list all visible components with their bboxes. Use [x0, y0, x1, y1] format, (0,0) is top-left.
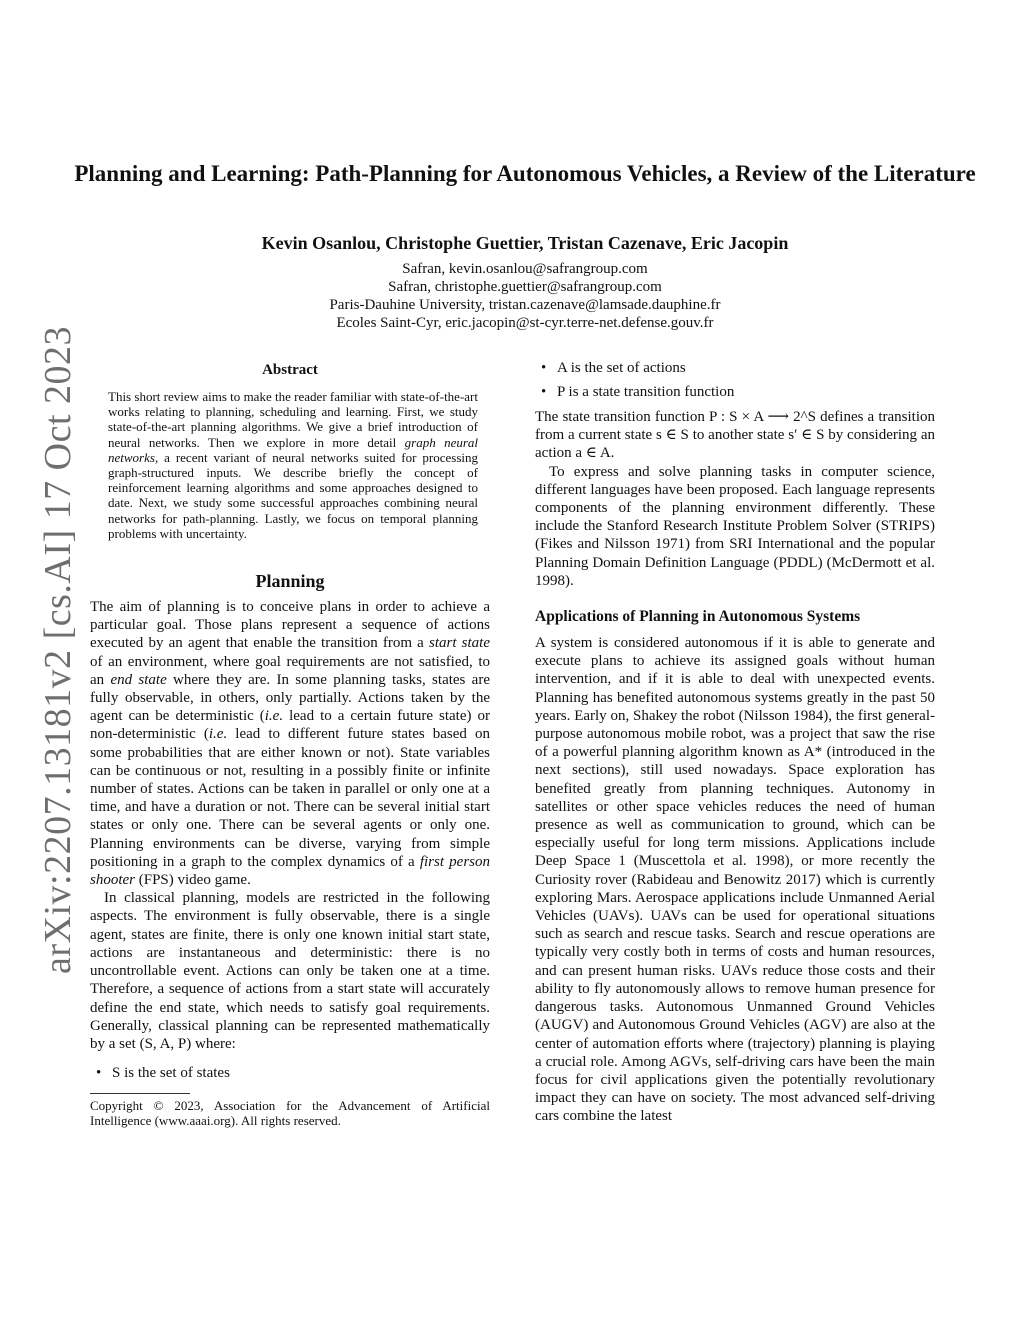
- subsection-heading-applications: Applications of Planning in Autonomous Systems: [535, 608, 861, 626]
- affiliation-line: Paris-Dauhine University, tristan.cazenave@lamsade.dauphine.fr: [329, 297, 721, 313]
- affiliations: [60, 260, 990, 332]
- right-column: [535, 362, 935, 1126]
- affiliation-line: Safran, kevin.osanlou@safrangroup.com: [402, 261, 648, 277]
- author-list: Kevin Osanlou, Christophe Guettier, Tristan Cazenave, Eric Jacopin: [261, 233, 789, 253]
- list-item: • S is the set of states: [96, 1065, 230, 1082]
- footnote-rule: [90, 1093, 190, 1094]
- affiliation-line: Safran, christophe.guettier@safrangroup.com: [388, 279, 662, 295]
- abstract-emphasis: graph neural networks: [108, 434, 479, 465]
- section-heading-planning: Planning: [255, 571, 325, 592]
- arxiv-stamp: arXiv:2207.13181v2 [cs.AI] 17 Oct 2023: [37, 325, 79, 975]
- copyright-footnote: Copyright © 2023, Association for the Advancement of Artificial Intelligence (www.aaai.org). All rights reserved.: [90, 1098, 490, 1129]
- planning-languages-paragraph: To express and solve planning tasks in computer science, different languages have been proposed. Each language represents components of the planning environment differently. These include the Stanford Research Institute Problem Solver (STRIPS) (Fikes and Nilsson 1971) from SRI International and the popular Planning Domain Definition Language (PDDL) (McDermott et al. 1998).: [535, 463, 935, 589]
- set-definition-list: [90, 1061, 490, 1085]
- list-item: • P is a state transition function: [541, 384, 735, 400]
- set-definition-list-continued: [535, 356, 935, 404]
- paper-title: Planning and Learning: Path-Planning for Autonomous Vehicles, a Review of the Literature: [74, 161, 976, 186]
- transition-function-paragraph: The state transition function P : S × A ⟶ 2^S defines a transition from a current state s ∈ S to another state s′ ∈ S by considering an action a ∈ A.: [535, 409, 935, 462]
- list-item: • A is the set of actions: [541, 360, 686, 376]
- planning-paragraph-1: The aim of planning is to conceive plans in order to achieve a particular goal. Those plans represent a sequence of actions executed by an agent that enable the transition from a start state of an environment, where goal requirements are not satisfied, to an end state where they are. In some planning tasks, states are fully observable, in others, only partially. Actions taken by the agent can be deterministic (i.e. lead to a certain future state) or non-deterministic (i.e. lead to different future states based on some probabilities that are either known or not). State variables can be continuous or not, resulting in a possibly finite or infinite number of states. Actions can be taken in parallel or only one at a time, and have a duration or not. There can be several initial start states or only one. There can be several agents or only one. Planning environments can be diverse, varying from simple positioning in a graph to the complex dynamics of a first person shooter (FPS) video game.: [90, 599, 491, 889]
- abstract-body: This short review aims to make the reader familiar with state-of-the-art works relating to planning, scheduling and learning. First, we study state-of-the-art planning algorithms. We give a brief introduction of neural networks. Then we explore in more detail graph neural networks, a recent variant of neural networks suited for processing graph-structured inputs. We describe briefly the concept of reinforcement learning algorithms and some approaches designed to date. Next, we study some successful approaches combining neural networks for path-planning. Lastly, we focus on temporal planning problems with uncertainty.: [108, 389, 479, 541]
- abstract-heading: Abstract: [262, 362, 318, 378]
- applications-paragraph: A system is considered autonomous if it is able to generate and execute plans to achieve its assigned goals without human intervention, and if it is able to deal with unexpected events. Planning has benefited autonomous systems greatly in the past 50 years. Early on, Shakey the robot (Nilsson 1984), the first general-purpose autonomous mobile robot, was a project that saw the rise of a powerful planning algorithm known as A* (introduced in the next sections), still used nowadays. Space exploration has benefited greatly from planning techniques. Autonomy in satellites or other space vehicles reduces the need of human presence as well as communication to ground, which can be especially useful for long term missions. Applications include Deep Space 1 (Muscettola et al. 1998), or more recently the Curiosity rover (Rabideau and Benowitz 2017) which is currently exploring Mars. Aerospace applications include Unmanned Aerial Vehicles (UAVs). UAVs can be used for operational situations such as search and rescue tasks. Search and rescue operations are typically very costly both in terms of costs and human resources, and can present human risks. UAVs reduce those costs and their ability to fly autonomously allows to remove human presence for dangerous tasks. Autonomous Unmanned Ground Vehicles (AUGV) and Autonomous Ground Vehicles (AGV) are also at the center of automation efforts where (trajectory) planning is playing a crucial role. Among AGVs, self-driving cars have been the main focus for civil applications given the potentially revolutionary impact they can have on society. The most advanced self-driving cars combine the latest: [535, 635, 935, 1125]
- affiliation-line: Ecoles Saint-Cyr, eric.jacopin@st-cyr.terre-net.defense.gouv.fr: [336, 315, 714, 331]
- left-column: [90, 362, 490, 1128]
- planning-paragraph-2: In classical planning, models are restricted in the following aspects. The environment is fully observable, there is a single agent, states are finite, there is only one known initial start state, actions are instantaneous and deterministic: there is no uncontrollable event. Actions can only be taken one at a time. Therefore, a sequence of actions from a start state will accurately define the end state, which needs to satisfy goal requirements. Generally, classical planning can be represented mathematically by a set (S, A, P) where:: [90, 890, 490, 1052]
